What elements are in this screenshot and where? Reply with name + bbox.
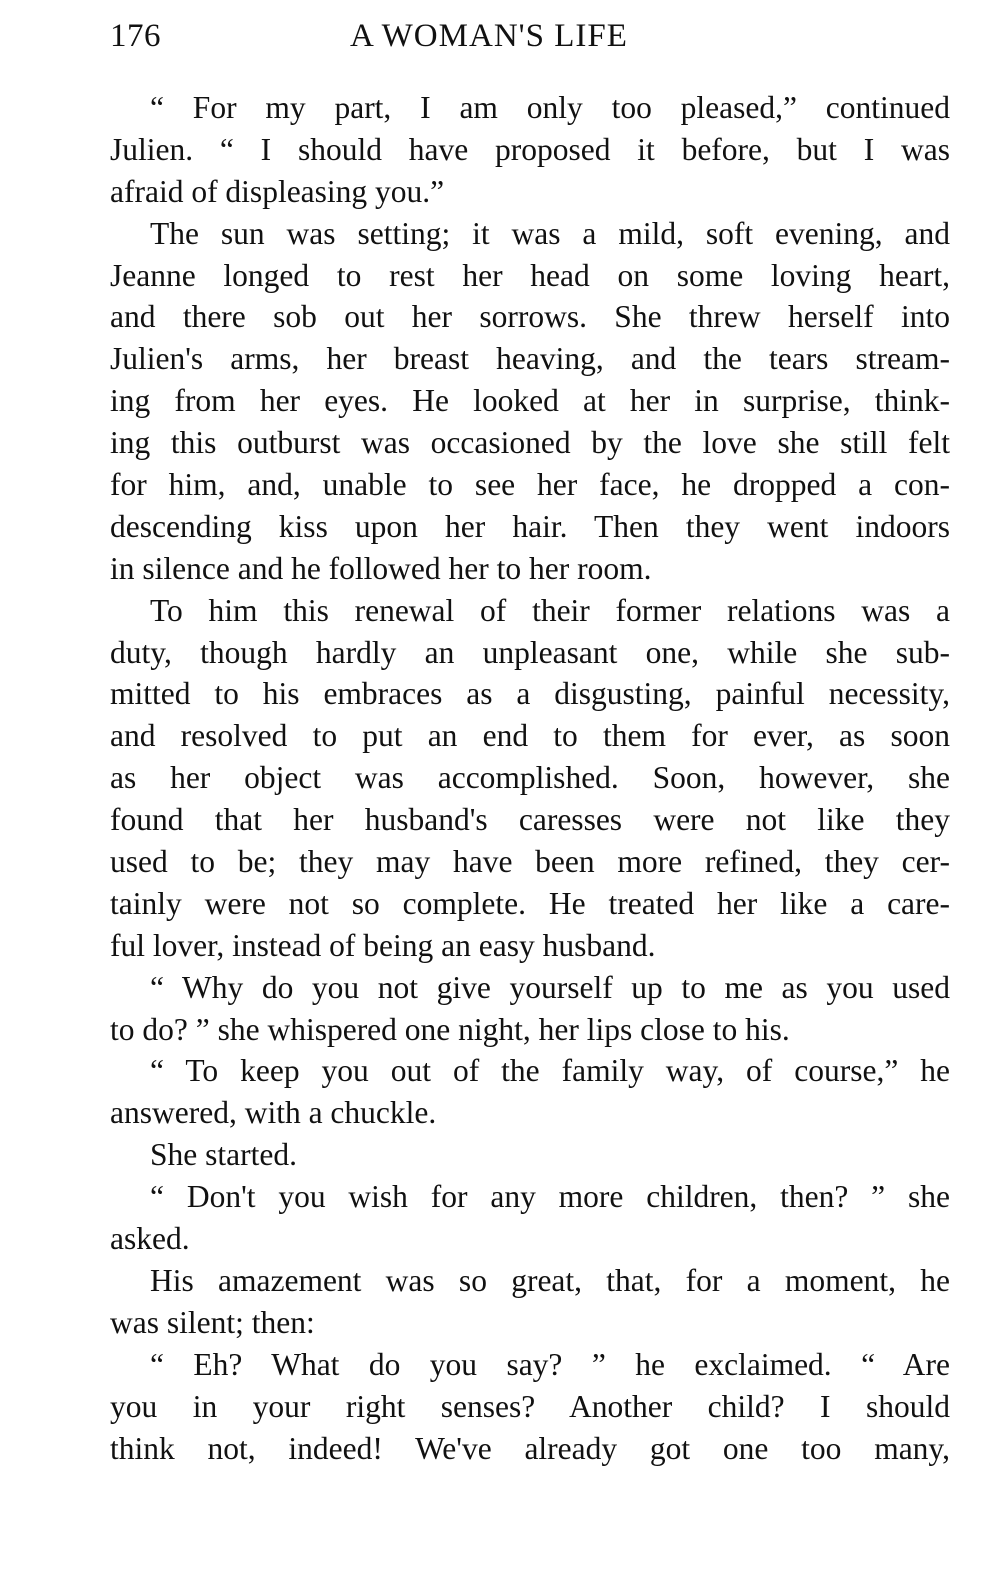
- page-number: 176: [110, 18, 161, 54]
- page-header: [110, 18, 950, 62]
- text-line: To him this renewal of their former relations was a: [150, 592, 950, 628]
- text-line: and there sob out her sorrows. She threw herself into: [110, 299, 950, 335]
- text-line: and resolved to put an end to them for ever, as soon: [110, 718, 950, 754]
- text-line: ful lover, instead of being an easy husband.: [110, 927, 656, 963]
- text-line: to do? ” she whispered one night, her lips close to his.: [110, 1011, 790, 1047]
- text-line: asked.: [110, 1221, 190, 1257]
- text-line: descending kiss upon her hair. Then they went indoors: [110, 508, 950, 544]
- text-line: you in your right senses? Another child? I should: [110, 1388, 950, 1424]
- text-line: in silence and he followed her to her room.: [110, 550, 652, 586]
- text-line: was silent; then:: [110, 1304, 315, 1340]
- text-line: used to be; they may have been more refined, they cer-: [110, 844, 950, 880]
- text-line: ing this outburst was occasioned by the love she still felt: [110, 425, 950, 461]
- text-line: think not, indeed! We've already got one too many,: [110, 1430, 950, 1466]
- text-line: as her object was accomplished. Soon, however, she: [110, 760, 950, 796]
- text-line: “ To keep you out of the family way, of course,” he: [150, 1053, 950, 1089]
- text-line: Julien. “ I should have proposed it before, but I was: [110, 131, 950, 167]
- running-title: A WOMAN'S LIFE: [350, 18, 628, 54]
- text-line: answered, with a chuckle.: [110, 1095, 437, 1131]
- text-line: Julien's arms, her breast heaving, and the tears stream-: [110, 341, 950, 377]
- text-line: She started.: [150, 1137, 297, 1173]
- text-line: mitted to his embraces as a disgusting, painful necessity,: [110, 676, 950, 712]
- text-line: duty, though hardly an unpleasant one, while she sub-: [110, 634, 950, 670]
- text-line: afraid of displeasing you.”: [110, 173, 445, 209]
- text-line: for him, and, unable to see her face, he dropped a con-: [110, 467, 950, 503]
- text-line: ing from her eyes. He looked at her in surprise, think-: [110, 383, 950, 419]
- text-line: tainly were not so complete. He treated her like a care-: [110, 885, 950, 921]
- text-line: “ Don't you wish for any more children, then? ” she: [150, 1179, 950, 1215]
- text-line: Jeanne longed to rest her head on some loving heart,: [110, 257, 950, 293]
- text-line: “ Eh? What do you say? ” he exclaimed. “ Are: [150, 1346, 950, 1382]
- body-text: [110, 87, 950, 1469]
- text-line: “ For my part, I am only too pleased,” continued: [150, 90, 950, 125]
- text-line: found that her husband's caresses were not like they: [110, 802, 950, 838]
- text-line: “ Why do you not give yourself up to me as you used: [150, 969, 950, 1005]
- text-line: The sun was setting; it was a mild, soft evening, and: [150, 215, 950, 251]
- text-line: His amazement was so great, that, for a moment, he: [150, 1262, 950, 1298]
